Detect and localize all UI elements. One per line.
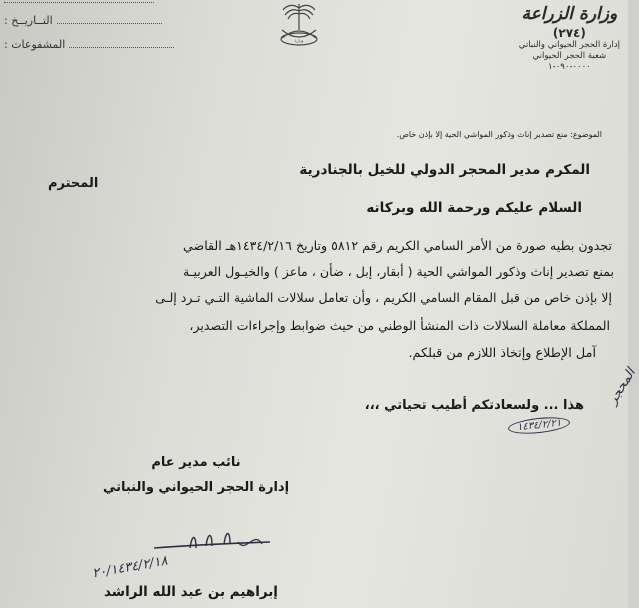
date-label: التــاريــخ : [4,14,53,27]
signature-scribble-icon [150,524,280,564]
date-dots [57,23,162,24]
stamp-note: ١٤٣٤/٢/٢١ [507,415,571,436]
handwritten-date: ٢٠/١٤٣٤/٢/١٨ [91,553,169,582]
signatory-title: نائب مدير عام [151,455,241,470]
subject-line: الموضوع: منع تصدير إناث وذكور المواشي الحية إلا بإذن خاص. [396,130,602,139]
closing-line: هذا ... ولسعادتكم أطيب تحياتي ،،، [364,398,584,413]
saudi-emblem-icon [268,0,330,46]
ministry-dept-line1: إدارة الحجر الحيواني والنباتي [518,40,620,50]
svg-text:ﻭﺯﺍﺭﺓ: ﻭﺯﺍﺭﺓ [294,38,304,43]
attachments-label: المشفوعات : [4,38,66,51]
body-line-5: آمل الإطلاع وإتخاذ اللازم من قبلكم. [408,346,596,361]
date-field [4,14,162,27]
signatory-department: إدارة الحجر الحيواني والنباتي [102,480,290,495]
greeting: السلام عليكم ورحمة الله وبركاته [366,200,582,216]
body-line-1: تجدون بطيه صورة من الأمر السامي الكريم رقم ٥٨١٢ وتاريخ ١٤٣٤/٢/١٦هـ القاضي [183,238,612,253]
top-dotted-line [4,2,154,3]
ministry-block [519,4,620,73]
addressee: المكرم مدير المحجر الدولي للخيل بالجنادرية [299,162,590,178]
signature-block [96,455,296,495]
ministry-dept-line2: شعبة الحجر الحيواني [532,51,607,61]
signatory-name: إبراهيم بن عبد الله الراشد [104,584,278,600]
ministry-name: وزارة الزراعة [521,4,618,24]
ministry-code: ٠٠٠٠-٠٩٠-١ [548,62,591,72]
honorific: المحترم [48,176,99,191]
body-line-3: إلا بإذن خاص من قبل المقام السامي الكريم ، وأن تعامل سلالات الماشية التـي تـرد إلـى [155,290,612,305]
attachments-field [4,38,174,51]
body-line-2: بمنع تصدير إناث وذكور المواشي الحية ( أبقار، إبل ، ضأن ، ماعز ) والخيـول العربيـة [183,264,614,279]
ministry-number: (٢٧٤) [552,26,586,40]
attachments-dots [69,47,174,48]
body-line-4: المملكة معاملة السلالات ذات المنشأ الوطني من حيث ضوابط وإجراءات التصدير، [189,318,610,333]
margin-note: المحجر [605,366,639,408]
